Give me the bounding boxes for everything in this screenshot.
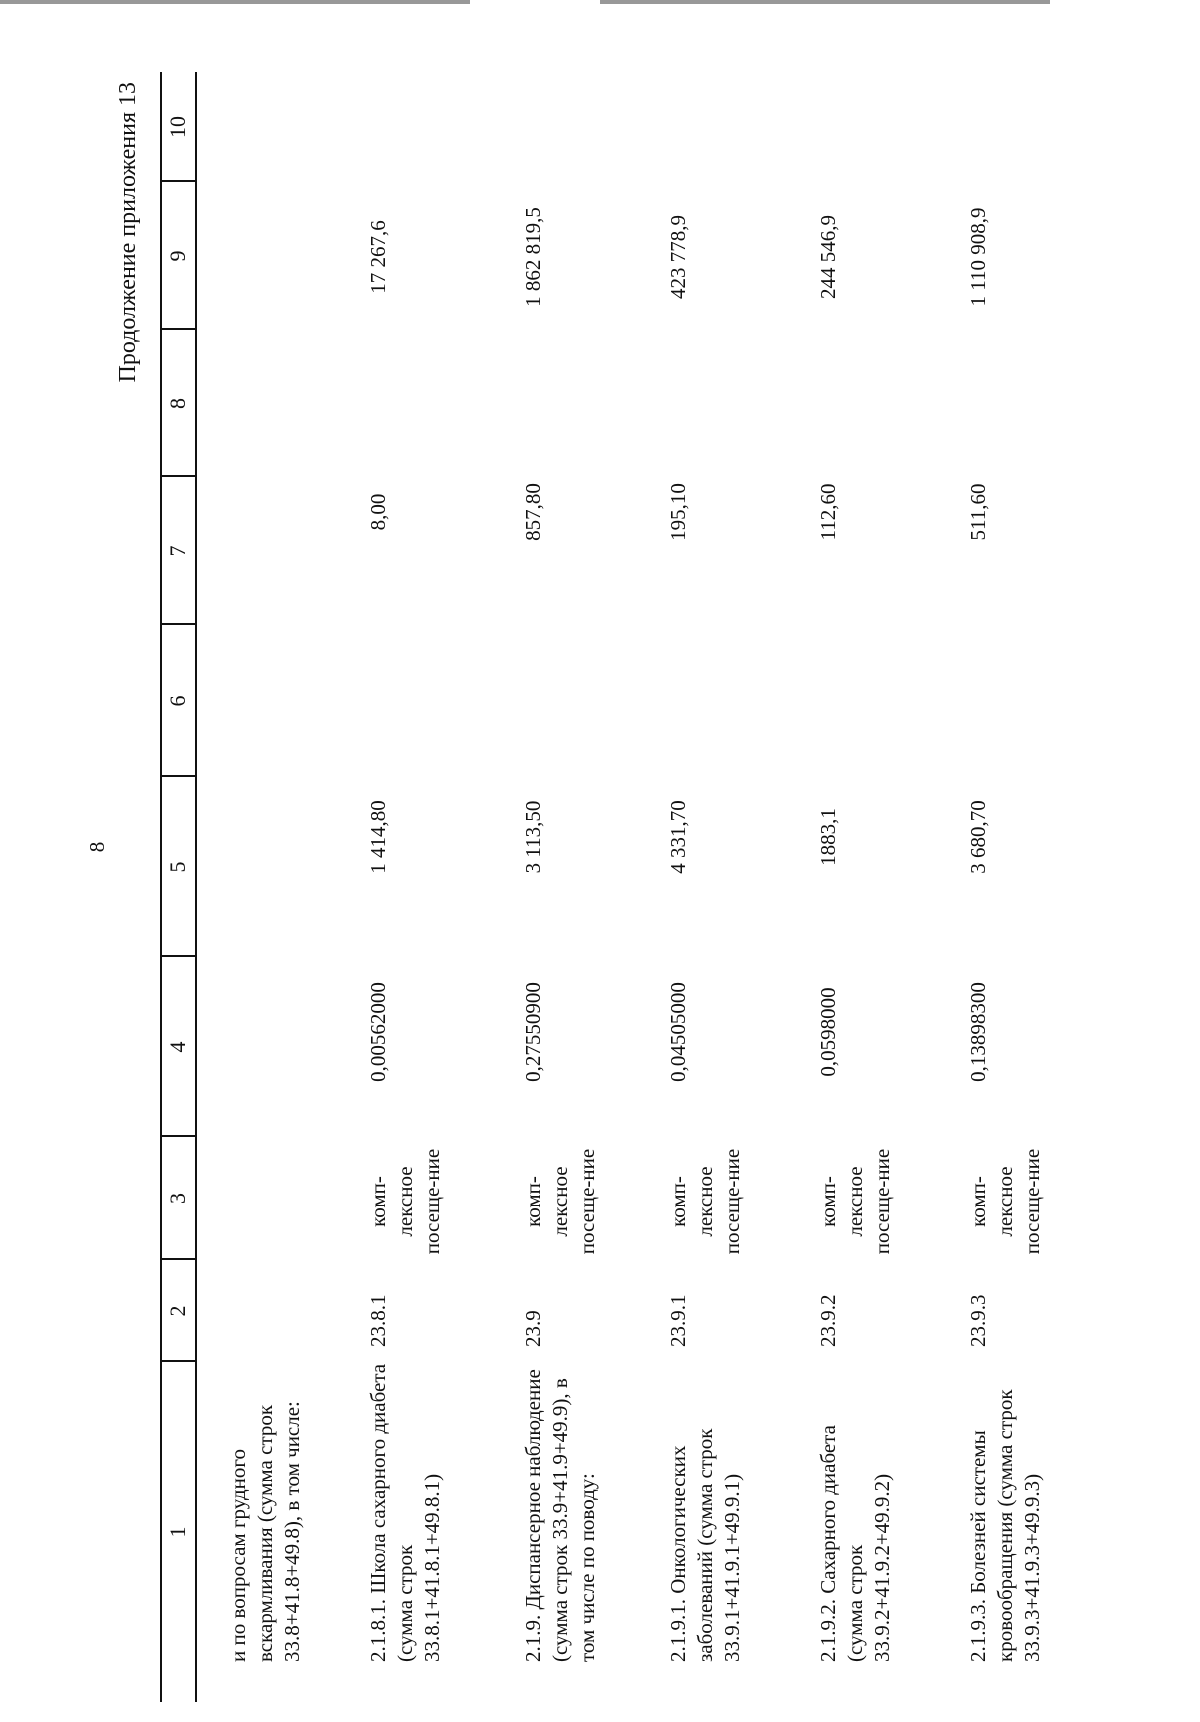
row-col5: 1883,1 <box>816 808 840 866</box>
row-name: 2.1.8.1. Школа сахарного диабета (сумма строк 33.8.1+41.8.1+49.8.1) <box>366 1363 444 1662</box>
column-header-7: 7 <box>165 545 190 557</box>
row-col4: 0,0598000 <box>816 987 840 1077</box>
row-name: 2.1.9.2. Сахарного диабета (сумма строк 33.9.2+41.9.2+49.9.2) <box>816 1425 894 1662</box>
column-header-3: 3 <box>165 1193 190 1204</box>
row-code: 23.9.3 <box>966 1294 990 1347</box>
column-header-4: 4 <box>165 1041 190 1053</box>
column-header-9: 9 <box>165 250 190 262</box>
row-col4: 0,00562000 <box>366 982 390 1082</box>
row-unit: комп-лексное посеще-ние <box>666 1148 744 1255</box>
table-header-bottom-rule <box>195 72 197 1702</box>
row-code: 23.9 <box>521 1310 545 1347</box>
page-number: 8 <box>85 841 109 853</box>
column-header-2: 2 <box>165 1305 190 1317</box>
row-col4: 0,27550900 <box>521 982 545 1082</box>
row-name: и по вопросам грудного вскармливания (сумма строк 33.8+41.8+49.8), в том числе: <box>226 1401 304 1662</box>
column-header-6: 6 <box>165 695 190 707</box>
column-header-5: 5 <box>165 861 190 873</box>
row-col4: 0,13898300 <box>966 982 990 1082</box>
row-col7: 511,60 <box>966 483 990 541</box>
row-unit: комп-лексное посеще-ние <box>816 1148 894 1255</box>
row-col5: 3 680,70 <box>966 800 990 874</box>
column-header-1: 1 <box>165 1526 190 1538</box>
row-col5: 1 414,80 <box>366 800 390 874</box>
row-col7: 112,60 <box>816 483 840 541</box>
row-col9: 17 267,6 <box>366 220 390 294</box>
row-col9: 423 778,9 <box>666 215 690 299</box>
row-name: 2.1.9. Диспансерное наблюдение (сумма строк 33.9+41.9+49.9), в том числе по поводу: <box>521 1369 599 1662</box>
row-col9: 1 110 908,9 <box>966 207 990 307</box>
row-unit: комп-лексное посеще-ние <box>966 1148 1044 1255</box>
row-code: 23.9.2 <box>816 1294 840 1347</box>
continuation-caption: Продолжение приложения 13 <box>115 82 141 383</box>
row-col7: 857,80 <box>521 483 545 541</box>
row-name: 2.1.9.1. Онкологических заболеваний (сумма строк 33.9.1+41.9.1+49.9.1) <box>666 1428 744 1662</box>
row-col9: 1 862 819,5 <box>521 207 545 307</box>
row-col4: 0,04505000 <box>666 982 690 1082</box>
column-header-10: 10 <box>165 116 190 138</box>
row-col5: 4 331,70 <box>666 800 690 874</box>
row-name: 2.1.9.3. Болезней системы кровообращения (сумма строк 33.9.3+41.9.3+49.9.3) <box>966 1389 1044 1662</box>
row-code: 23.9.1 <box>666 1294 690 1347</box>
row-col9: 244 546,9 <box>816 215 840 299</box>
row-col7: 195,10 <box>666 483 690 541</box>
row-col7: 8,00 <box>366 493 390 531</box>
row-unit: комп-лексное посеще-ние <box>521 1148 599 1255</box>
column-header-8: 8 <box>165 398 190 409</box>
row-unit: комп-лексное посеще-ние <box>366 1148 444 1255</box>
row-code: 23.8.1 <box>366 1294 390 1347</box>
row-col5: 3 113,50 <box>521 800 545 874</box>
